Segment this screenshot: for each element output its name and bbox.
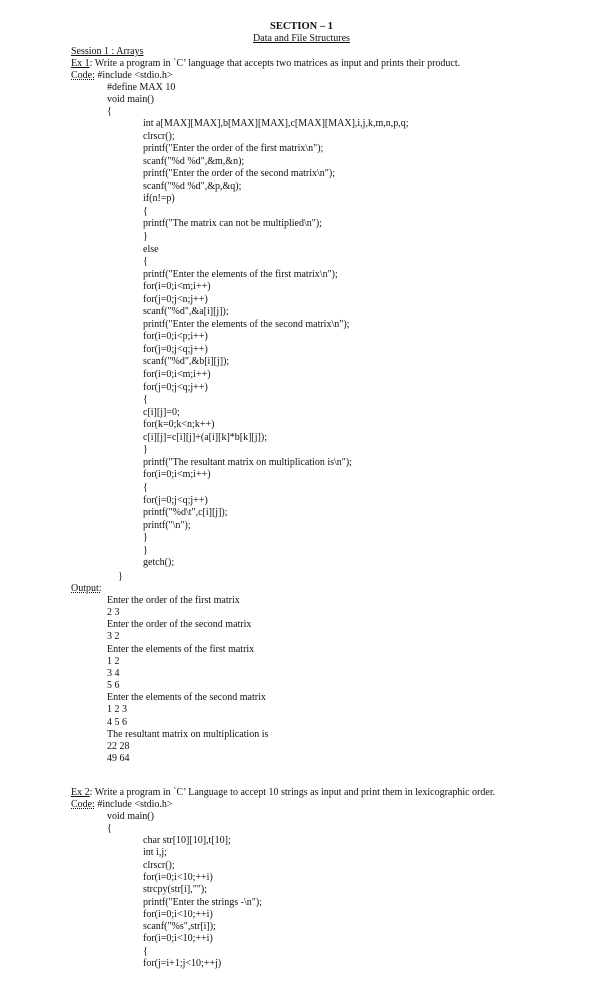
output-line: Enter the order of the second matrix (107, 619, 252, 631)
code-line: } (143, 230, 148, 242)
code-line: for(k=0;k<n;k++) (143, 419, 215, 431)
code-line: int i,j; (143, 847, 167, 859)
output-line: Enter the elements of the second matrix (107, 692, 266, 704)
ex1-code-include: #include <stdio.h> (94, 70, 173, 81)
code-line: for(i=0;i<10;++i) (143, 871, 213, 883)
output-line: 2 3 (107, 607, 120, 619)
code-line: int a[MAX][MAX],b[MAX][MAX],c[MAX][MAX],i,j,k,m,n,p,q; (143, 118, 409, 129)
code-line: printf("\n"); (143, 519, 191, 531)
code-line: for(j=0;j<q;j++) (143, 494, 208, 506)
code-line: for(i=0;i<m;i++) (143, 469, 211, 481)
subject-title: Data and File Structures (253, 33, 350, 44)
code-line: printf("The resultant matrix on multiplication is\n"); (143, 456, 352, 468)
ex2-label: Ex 2 (71, 787, 90, 798)
code-line: printf("The matrix can not be multiplied\n"); (143, 218, 322, 230)
code-line: void main() (107, 94, 154, 105)
code-line: for(j=i+1;j<10;++j) (143, 958, 222, 969)
code-line: for(i=0;i<10;++i) (143, 933, 213, 945)
ex1-label: Ex 1 (71, 58, 90, 69)
code-line: for(j=0;j<n;j++) (143, 293, 208, 305)
code-line: if(n!=p) (143, 193, 175, 205)
ex1-code-close: } (118, 571, 123, 582)
code-line: printf("Enter the order of the first matrix\n"); (143, 143, 324, 155)
code-line: #define MAX 10 (107, 82, 176, 93)
code-line: printf("Enter the order of the second matrix\n"); (143, 168, 335, 180)
code-line: } (143, 444, 148, 456)
code-line: { (107, 106, 112, 117)
code-line: { (107, 823, 112, 834)
code-line: c[i][j]=c[i][j]+(a[i][k]*b[k][j]); (143, 431, 267, 443)
ex2-text: : Write a program in `C’ Language to accept 10 strings as input and print them in lexicographic order. (89, 787, 496, 798)
ex2-statement (71, 787, 495, 799)
code-line: { (143, 945, 148, 957)
code-line: for(i=0;i<m;i++) (143, 369, 211, 380)
code-line: c[i][j]=0; (143, 406, 180, 418)
output-line: 3 2 (107, 631, 120, 643)
ex1-output-label: Output: (71, 583, 102, 594)
code-line: for(i=0;i<m;i++) (143, 281, 211, 293)
code-line: void main() (107, 811, 154, 822)
output-line: 1 2 (107, 655, 120, 667)
code-line: scanf("%d %d",&m,&n); (143, 155, 245, 167)
code-line: for(j=0;j<q;j++) (143, 381, 208, 393)
code-line: scanf("%d",&a[i][j]); (143, 306, 229, 318)
code-line: { (143, 394, 148, 406)
code-line: for(i=0;i<10;++i) (143, 908, 213, 920)
code-line: } (143, 544, 148, 556)
ex2-code-include: #include <stdio.h> (94, 799, 173, 810)
code-line: scanf("%d",&b[i][j]); (143, 356, 230, 368)
output-line: 49 64 (107, 752, 130, 764)
output-line: 3 4 (107, 667, 120, 679)
session-heading: Session 1 : Arrays (71, 46, 144, 57)
code-line: for(i=0;i<p;i++) (143, 331, 208, 343)
code-line: } (143, 532, 148, 544)
ex1-code-start (71, 70, 173, 82)
output-line: 1 2 3 (107, 704, 127, 716)
ex1-code-label: Code: (71, 70, 95, 81)
code-line: strcpy(str[i],""); (143, 884, 207, 896)
output-line: 5 6 (107, 680, 120, 692)
code-line: printf("%d\t",c[i][j]); (143, 507, 228, 519)
ex1-text: : Write a program in `C’ language that accepts two matrices as input and prints their product. (89, 58, 461, 69)
output-line: Enter the elements of the first matrix (107, 643, 255, 655)
ex2-code-start (71, 799, 173, 811)
section-title: SECTION – 1 (269, 21, 333, 32)
code-line: { (143, 205, 148, 217)
output-line: Enter the order of the first matrix (107, 595, 240, 606)
code-line: char str[10][10],t[10]; (143, 835, 231, 846)
code-line: printf("Enter the elements of the second matrix\n"); (143, 318, 350, 330)
output-line: 4 5 6 (107, 716, 127, 728)
code-line: else (143, 243, 159, 255)
ex2-code-label: Code: (71, 799, 95, 810)
code-line: scanf("%s",str[i]); (143, 921, 216, 933)
code-line: for(j=0;j<q;j++) (143, 343, 208, 355)
code-line: clrscr(); (143, 130, 175, 142)
code-line: getch(); (143, 557, 175, 569)
code-line: clrscr(); (143, 859, 175, 871)
code-line: printf("Enter the elements of the first matrix\n"); (143, 268, 338, 280)
code-line: { (143, 256, 148, 268)
output-line: 22 28 (107, 740, 130, 752)
code-line: { (143, 481, 148, 493)
output-line: The resultant matrix on multiplication is (107, 728, 269, 740)
code-line: printf("Enter the strings -\n"); (143, 896, 262, 908)
ex1-statement (71, 58, 460, 70)
code-line: scanf("%d %d",&p,&q); (143, 180, 242, 192)
